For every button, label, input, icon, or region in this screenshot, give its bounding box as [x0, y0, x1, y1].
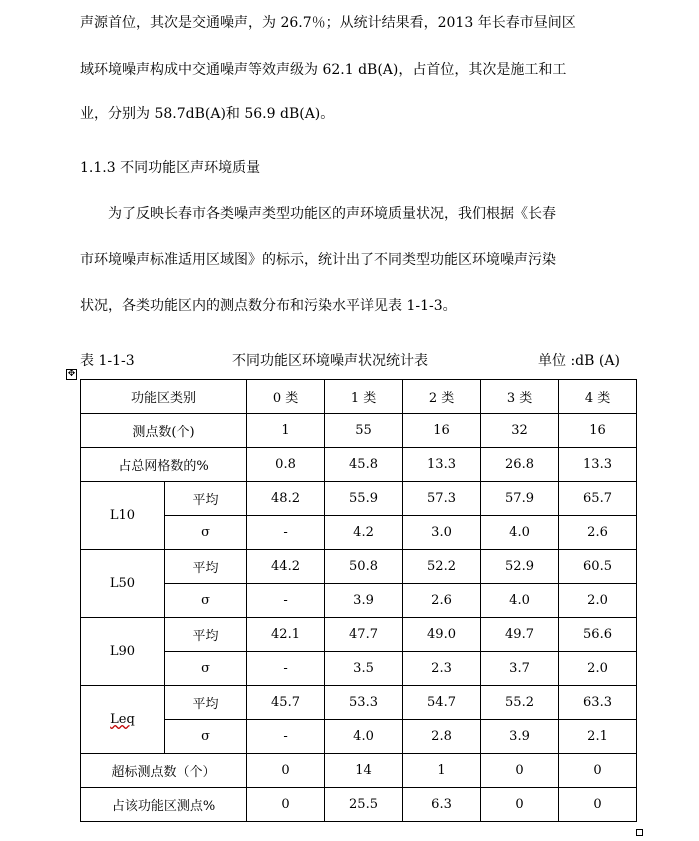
header-cell: 1 类: [325, 380, 403, 414]
table-cell: 57.9: [481, 482, 559, 516]
table-row: [81, 720, 637, 754]
table-cell: 3.5: [325, 652, 403, 686]
table-row: [81, 414, 637, 448]
table-cell: 6.3: [403, 788, 481, 822]
sub-label: 平均: [165, 550, 247, 584]
paragraph-line: 为了反映长春市各类噪声类型功能区的声环境质量状况，我们根据《长春: [108, 206, 556, 222]
table-cell: 56.6: [559, 618, 637, 652]
table-cell: 55.2: [481, 686, 559, 720]
table-row: [81, 652, 637, 686]
table-cell: -: [247, 720, 325, 754]
table-cell: 57.3: [403, 482, 481, 516]
paragraph-line: 域环境噪声构成中交通噪声等效声级为 62.1 dB(A)，占首位，其次是施工和工: [80, 62, 567, 78]
table-cell: 48.2: [247, 482, 325, 516]
header-cell: 2 类: [403, 380, 481, 414]
table-row: [81, 516, 637, 550]
table-cell: 13.3: [559, 448, 637, 482]
table-row: [81, 754, 637, 788]
table-cell: -: [247, 652, 325, 686]
group-label: L50: [81, 550, 165, 618]
table-cell: 63.3: [559, 686, 637, 720]
header-cell: 4 类: [559, 380, 637, 414]
header-cell: 0 类: [247, 380, 325, 414]
sub-label: σ: [165, 516, 247, 550]
sub-label: σ: [165, 720, 247, 754]
group-label: [81, 686, 165, 754]
table-cell: 13.3: [403, 448, 481, 482]
table-number: 表 1-1-3: [80, 353, 135, 369]
group-label-text: Leq: [110, 712, 135, 727]
paragraph-line: 业，分别为 58.7dB(A)和 56.9 dB(A)。: [80, 106, 335, 122]
table-cell: 2.8: [403, 720, 481, 754]
table-cell: 14: [325, 754, 403, 788]
table-move-handle-icon[interactable]: ✥: [67, 369, 76, 379]
row-label: 占总网格数的%: [81, 448, 247, 482]
table-cell: 2.6: [403, 584, 481, 618]
row-label: 占该功能区测点%: [81, 788, 247, 822]
table-row: [81, 448, 637, 482]
table-row: [81, 618, 637, 652]
table-cell: 0: [481, 754, 559, 788]
table-unit: 单位 :dB (A): [538, 353, 620, 369]
table-cell: -: [247, 584, 325, 618]
sub-label: σ: [165, 584, 247, 618]
table-cell: 53.3: [325, 686, 403, 720]
group-label: L90: [81, 618, 165, 686]
sub-label: 平均: [165, 482, 247, 516]
table-cell: 2.6: [559, 516, 637, 550]
table-row: [81, 482, 637, 516]
table-cell: 26.8: [481, 448, 559, 482]
table-cell: 2.1: [559, 720, 637, 754]
table-cell: 0: [559, 788, 637, 822]
table-cell: 55: [325, 414, 403, 448]
table-row: [81, 550, 637, 584]
table-title: 不同功能区环境噪声状况统计表: [232, 353, 428, 369]
table-cell: 2.3: [403, 652, 481, 686]
noise-statistics-table: [80, 379, 637, 822]
header-cell: 功能区类别: [81, 380, 247, 414]
row-label: 超标测点数（个）: [81, 754, 247, 788]
row-label: 测点数(个): [81, 414, 247, 448]
table-cell: 65.7: [559, 482, 637, 516]
table-cell: 45.7: [247, 686, 325, 720]
table-cell: 1: [247, 414, 325, 448]
table-cell: 60.5: [559, 550, 637, 584]
table-cell: 4.0: [481, 516, 559, 550]
table-cell: 49.0: [403, 618, 481, 652]
table-resize-handle-icon[interactable]: [636, 829, 643, 836]
section-heading: 1.1.3 不同功能区声环境质量: [80, 160, 261, 176]
table-cell: 4.2: [325, 516, 403, 550]
table-cell: 16: [403, 414, 481, 448]
table-cell: 42.1: [247, 618, 325, 652]
table-cell: 2.0: [559, 652, 637, 686]
table-cell: 0.8: [247, 448, 325, 482]
table-cell: 4.0: [481, 584, 559, 618]
table-row: [81, 584, 637, 618]
table-cell: 1: [403, 754, 481, 788]
table-cell: 4.0: [325, 720, 403, 754]
sub-label: 平均: [165, 686, 247, 720]
table-cell: 44.2: [247, 550, 325, 584]
table-cell: 54.7: [403, 686, 481, 720]
table-cell: -: [247, 516, 325, 550]
group-label: L10: [81, 482, 165, 550]
table-cell: 0: [559, 754, 637, 788]
table-cell: 52.9: [481, 550, 559, 584]
table-cell: 32: [481, 414, 559, 448]
table-cell: 25.5: [325, 788, 403, 822]
table-row: [81, 686, 637, 720]
table-cell: 49.7: [481, 618, 559, 652]
table-cell: 3.9: [325, 584, 403, 618]
header-cell: 3 类: [481, 380, 559, 414]
table-cell: 52.2: [403, 550, 481, 584]
paragraph-line: 市环境噪声标准适用区域图》的标示，统计出了不同类型功能区环境噪声污染: [80, 252, 556, 268]
table-cell: 50.8: [325, 550, 403, 584]
sub-label: σ: [165, 652, 247, 686]
sub-label: 平均: [165, 618, 247, 652]
table-cell: 0: [247, 788, 325, 822]
table-cell: 2.0: [559, 584, 637, 618]
table-cell: 45.8: [325, 448, 403, 482]
table-cell: 47.7: [325, 618, 403, 652]
table-cell: 0: [481, 788, 559, 822]
table-cell: 3.0: [403, 516, 481, 550]
table-row: [81, 788, 637, 822]
table-cell: 3.9: [481, 720, 559, 754]
table-cell: 0: [247, 754, 325, 788]
paragraph-line: 状况，各类功能区内的测点数分布和污染水平详见表 1-1-3。: [80, 298, 457, 314]
table-cell: 16: [559, 414, 637, 448]
table-cell: 3.7: [481, 652, 559, 686]
table-cell: 55.9: [325, 482, 403, 516]
paragraph-line: 声源首位，其次是交通噪声，为 26.7％；从统计结果看，2013 年长春市昼间区: [80, 15, 576, 31]
table-header-row: [81, 380, 637, 414]
